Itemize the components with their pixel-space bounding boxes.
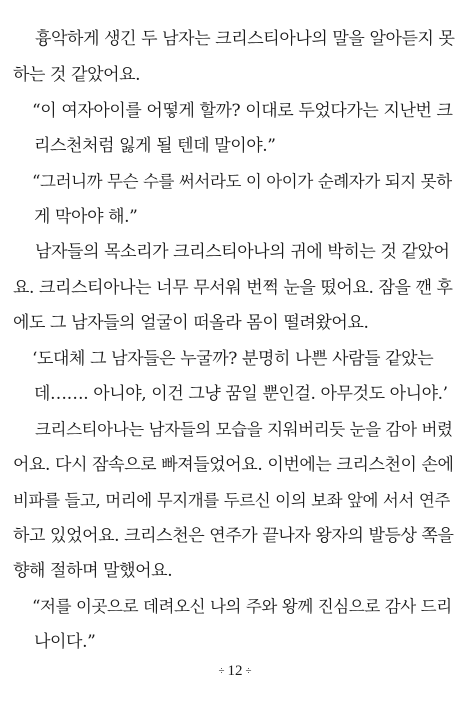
text-line: 에도 그 남자들의 얼굴이 떠올라 몸이 떨려왔어요. — [13, 313, 369, 333]
text-line: 하고 있었어요. 크리스천은 연주가 끝나자 왕자의 발등상 쪽을 — [13, 526, 454, 546]
ornament-left-icon: ÷ — [218, 665, 225, 677]
text-line: 흉악하게 생긴 두 남자는 크리스티아나의 말을 알아듣지 못 — [35, 29, 455, 49]
ornament-right-icon: ÷ — [245, 665, 252, 677]
text-line: ‘도대체 그 남자들은 누굴까? 분명히 나쁜 사람들 같았는 — [32, 349, 434, 369]
text-line: “그러니까 무슨 수를 써서라도 이 아이가 순례자가 되지 못하 — [32, 172, 452, 191]
text-line: 하는 것 같았어요. — [13, 65, 141, 85]
text-line: 어요. 다시 잠속으로 빠져들었어요. 이번에는 크리스천이 손에 — [13, 455, 454, 475]
text-line: 남자들의 목소리가 크리스티아나의 귀에 박히는 것 같았어 — [35, 242, 450, 262]
text-line: 요. 크리스티아나는 너무 무서워 번쩍 눈을 떴어요. 잠을 깬 후 — [13, 278, 453, 298]
page-number: 12 — [227, 663, 243, 679]
page-number-footer — [0, 661, 470, 681]
text-line: 데……. 아니야, 이건 그냥 꿈일 뿐인걸. 아무것도 아니야.’ — [34, 384, 448, 404]
text-line: “저를 이곳으로 데려오신 나의 주와 왕께 진심으로 감사 드리 — [32, 597, 452, 616]
text-line: 크리스티아나는 남자들의 모습을 지워버리듯 눈을 감아 버렸 — [35, 420, 453, 439]
text-line: 리스천처럼 잃게 될 텐데 말이야.” — [34, 136, 276, 156]
text-line: 향해 절하며 말했어요. — [13, 561, 173, 581]
text-line: 비파를 들고, 머리에 무지개를 두르신 이의 보좌 앞에 서서 연주 — [13, 491, 450, 510]
text-line: 게 막아야 해.” — [34, 207, 138, 227]
text-line: “이 여자아이를 어떻게 할까? 이대로 두었다가는 지난번 크 — [32, 101, 453, 121]
text-line: 나이다.” — [34, 632, 96, 652]
